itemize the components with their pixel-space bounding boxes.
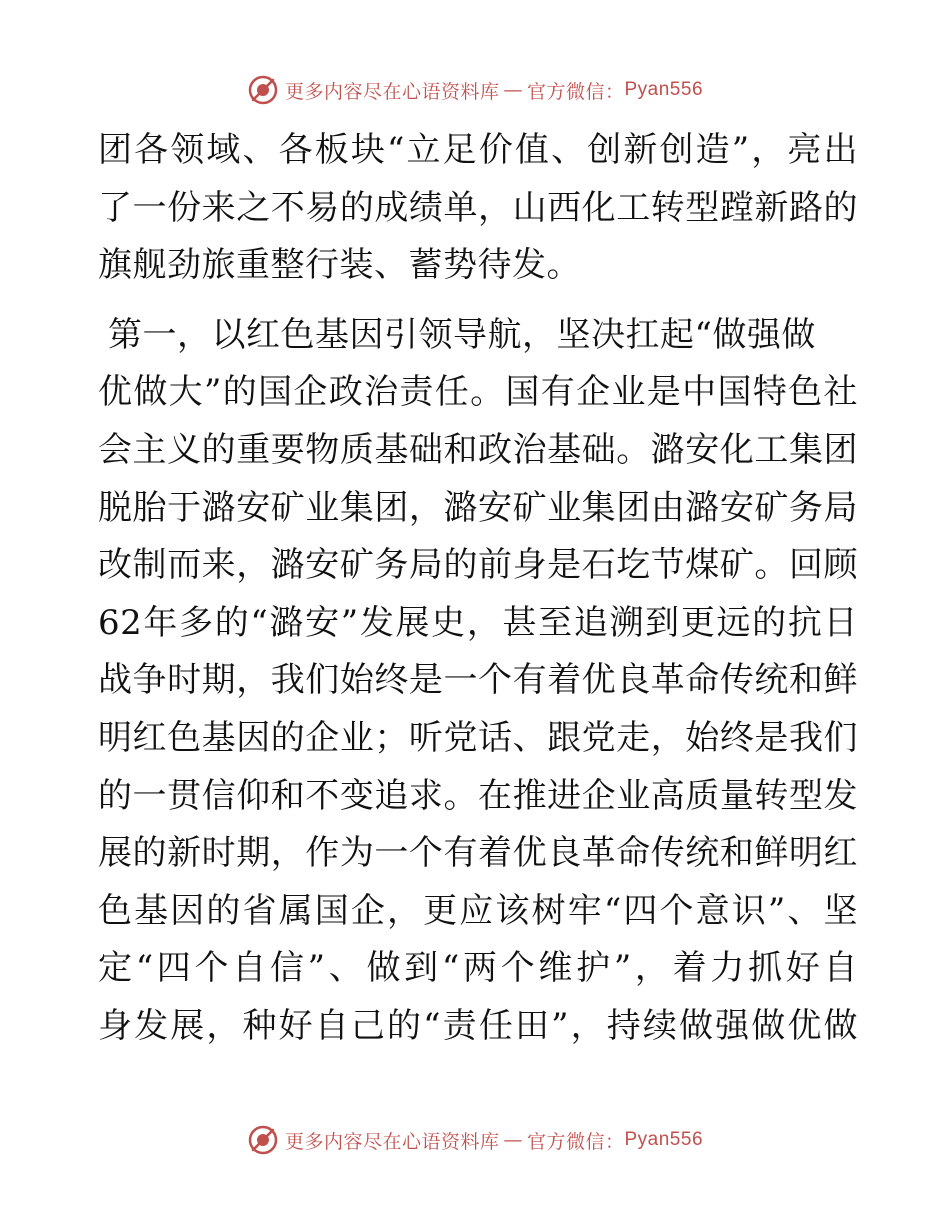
text-line: 脱胎于潞安矿业集团，潞安矿业集团由潞安矿务局 (98, 487, 858, 528)
footer-banner (0, 1124, 950, 1156)
banner-separator: — (503, 1129, 523, 1151)
banner-separator: — (503, 79, 523, 101)
brand-logo-icon (247, 1124, 279, 1156)
banner-site-text: 更多内容尽在心语资料库 (284, 80, 500, 103)
text-line: 色基因的省属国企，更应该树牢“四个意识”、坚 (98, 890, 858, 931)
brand-logo-icon (247, 74, 279, 106)
banner-account: Pyan556 (624, 79, 704, 100)
text-line: 明红色基因的企业；听党话、跟党走，始终是我们 (98, 717, 858, 758)
banner-wechat-label: 官方微信： (526, 1130, 625, 1153)
header-banner (0, 74, 950, 106)
text-line: 展的新时期，作为一个有着优良革命传统和鲜明红 (98, 833, 858, 874)
text-line: 的一贯信仰和不变追求。在推进企业高质量转型发 (98, 775, 858, 816)
text-line: 团各领域、各板块“立足价值、创新创造”，亮出 (98, 130, 858, 170)
text-line: 身发展，种好自己的“责任田”，持续做强做优做 (98, 1005, 858, 1046)
text-line: 会主义的重要物质基础和政治基础。潞安化工集团 (98, 429, 858, 470)
text-line: 改制而来，潞安矿务局的前身是石圪节煤矿。回顾 (98, 545, 858, 586)
paragraph (98, 307, 858, 1056)
text-line: 了一份来之不易的成绩单，山西化工转型蹚新路的 (98, 187, 858, 228)
text-line: 战争时期，我们始终是一个有着优良革命传统和鲜 (98, 660, 858, 701)
banner-account: Pyan556 (624, 1129, 704, 1150)
text-line: 62年多的“潞安”发展史，甚至追溯到更远的抗日 (98, 602, 858, 643)
banner-site-text: 更多内容尽在心语资料库 (284, 1130, 500, 1153)
paragraph (98, 122, 858, 295)
document-body (98, 122, 858, 1056)
banner-wechat-label: 官方微信： (526, 80, 625, 103)
text-line: 优做大”的国企政治责任。国有企业是中国特色社 (98, 372, 858, 413)
text-line: 第一，以红色基因引领导航，坚决扛起“做强做 (108, 314, 816, 355)
text-line: 旗舰劲旅重整行装、蓄势待发。 (98, 245, 581, 286)
text-line: 定“四个自信”、做到“两个维护”，着力抓好自 (98, 948, 858, 989)
